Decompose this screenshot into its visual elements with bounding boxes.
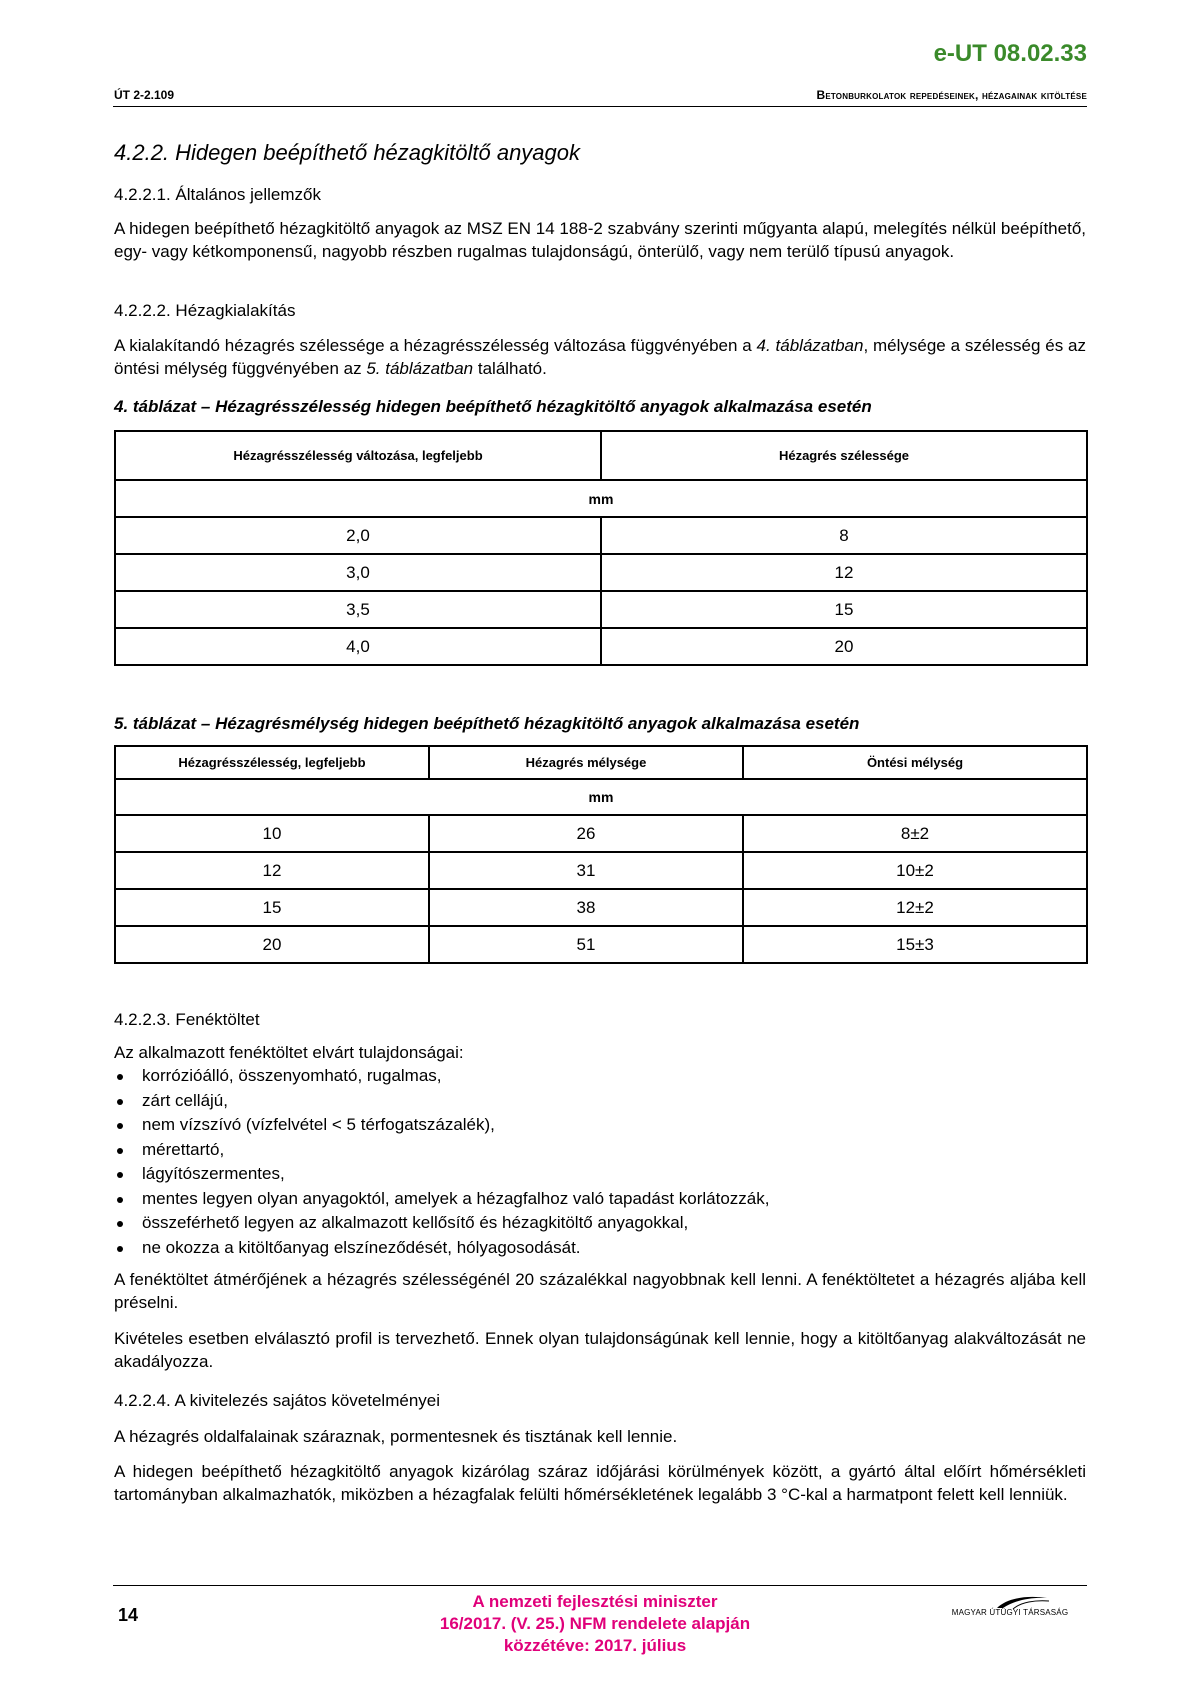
publisher-logo	[935, 1594, 1085, 1624]
list-item: korrózióálló, összenyomható, rugalmas,	[114, 1064, 1086, 1089]
footer-divider	[113, 1585, 1087, 1586]
header-divider	[113, 106, 1087, 107]
subsection-title-execution: 4.2.2.4. A kivitelezés sajátos követelményei	[114, 1391, 441, 1410]
table-cell: 12±2	[743, 889, 1087, 926]
table-cell: 15	[115, 889, 429, 926]
table-5	[114, 745, 1088, 964]
table-cell: 15±3	[743, 926, 1087, 963]
subsection-title-general: 4.2.2.1. Általános jellemzők	[114, 185, 321, 204]
table-cell: 10	[115, 815, 429, 852]
table-cell: 4,0	[115, 628, 601, 665]
table-row	[115, 628, 1087, 665]
backer-diameter-paragraph: A fenéktöltet átmérőjének a hézagrés szélességénél 20 százalékkal nagyobbnak kell lenni. A fenéktöltetet a hézagrés aljába kell préselni.	[114, 1270, 1086, 1312]
list-item: mentes legyen olyan anyagoktól, amelyek a hézagfalhoz való tapadást korlátozzák,	[114, 1187, 1086, 1212]
list-item: ne okozza a kitöltőanyag elszíneződését, hólyagosodását.	[114, 1236, 1086, 1261]
table-cell: 26	[429, 815, 743, 852]
general-properties-paragraph: A hidegen beépíthető hézagkitöltő anyagok az MSZ EN 14 188-2 szabvány szerinti műgyanta alapú, melegítés nélkül beépíthető, egy- vagy kétkomponensű, nagyobb részben rugalmas tulajdonságú, önterülő, vagy nem terülő típusú anyagok.	[114, 219, 1086, 261]
table-row	[115, 889, 1087, 926]
joint-forming-paragraph: A kialakítandó hézagrés szélessége a hézagrésszélesség változása függvényében a 4. táblázatban, mélysége a szélesség és az öntési mélység függvényében az 5. táblázatban található.	[114, 336, 1086, 378]
publisher-name: MAGYAR ÚTÜGYI TÁRSASÁG	[951, 1608, 1069, 1617]
page-number: 14	[118, 1605, 139, 1625]
table-cell: 12	[601, 554, 1087, 591]
table-4-caption: 4. táblázat – Hézagrésszélesség hidegen beépíthető hézagkitöltő anyagok alkalmazása esetén	[114, 397, 872, 416]
table-row	[115, 591, 1087, 628]
section-heading: 4.2.2. Hidegen beépíthető hézagkitöltő anyagok	[114, 140, 581, 165]
table-cell: 3,0	[115, 554, 601, 591]
table-row	[115, 852, 1087, 889]
running-header-title: Betonburkolatok repedéseinek, hézagainak kitöltése	[816, 88, 1087, 102]
publication-note: A nemzeti fejlesztési miniszter 16/2017. (V. 25.) NFM rendelete alapján közzétéve: 2017. július	[439, 1592, 751, 1655]
table-4-reference[interactable]: 4. táblázatban	[756, 336, 864, 355]
table-cell: 8	[601, 517, 1087, 554]
table-5-header-pour-depth: Öntési mélység	[743, 746, 1087, 779]
list-item: mérettartó,	[114, 1138, 1086, 1163]
list-item: lágyítószermentes,	[114, 1162, 1086, 1187]
table-cell: 2,0	[115, 517, 601, 554]
table-cell: 10±2	[743, 852, 1087, 889]
subsection-title-joint-forming: 4.2.2.2. Hézagkialakítás	[114, 301, 296, 320]
document-code: e-UT 08.02.33	[933, 40, 1087, 67]
list-item: összeférhető legyen az alkalmazott kellősítő és hézagkitöltő anyagokkal,	[114, 1211, 1086, 1236]
subsection-title-backer: 4.2.2.3. Fenéktöltet	[114, 1010, 260, 1029]
separator-profile-paragraph: Kivételes esetben elválasztó profil is tervezhető. Ennek olyan tulajdonságúnak kell lennie, hogy a kitöltőanyag alakváltozását ne akadályozza.	[114, 1329, 1086, 1371]
table-5-header-max-width: Hézagrésszélesség, legfeljebb	[115, 746, 429, 779]
table-5-header-depth: Hézagrés mélysége	[429, 746, 743, 779]
execution-paragraph-2: A hidegen beépíthető hézagkitöltő anyagok kizárólag száraz időjárási körülmények között, a gyártó által előírt hőmérsékleti tartományban alkalmazhatók, miközben a hézagfalak felülti hőmérsékletének legalább 3 °C-kal a harmatpont felett kell lenniük.	[114, 1462, 1086, 1504]
table-row	[115, 554, 1087, 591]
table-cell: 12	[115, 852, 429, 889]
table-row	[115, 815, 1087, 852]
table-5-unit-row: mm	[115, 779, 1087, 815]
backer-intro: Az alkalmazott fenéktöltet elvárt tulajdonságai:	[114, 1043, 464, 1062]
list-item: nem vízszívó (vízfelvétel < 5 térfogatszázalék),	[114, 1113, 1086, 1138]
table-cell: 8±2	[743, 815, 1087, 852]
table-4-header-joint-width: Hézagrés szélessége	[601, 431, 1087, 480]
table-cell: 31	[429, 852, 743, 889]
list-item: zárt cellájú,	[114, 1089, 1086, 1114]
table-4-unit-row: mm	[115, 480, 1087, 517]
table-cell: 15	[601, 591, 1087, 628]
table-row	[115, 517, 1087, 554]
backer-properties-list	[114, 1064, 1086, 1260]
table-5-reference[interactable]: 5. táblázatban	[366, 359, 474, 378]
table-cell: 38	[429, 889, 743, 926]
table-4-header-width-change: Hézagrésszélesség változása, legfeljebb	[115, 431, 601, 480]
table-row	[115, 926, 1087, 963]
table-cell: 20	[601, 628, 1087, 665]
table-cell: 20	[115, 926, 429, 963]
standard-code: ÚT 2-2.109	[114, 88, 175, 102]
table-4	[114, 430, 1088, 666]
table-cell: 51	[429, 926, 743, 963]
table-5-caption: 5. táblázat – Hézagrésmélység hidegen beépíthető hézagkitöltő anyagok alkalmazása esetén	[114, 714, 860, 733]
execution-paragraph-1: A hézagrés oldalfalainak száraznak, pormentesnek és tisztának kell lennie.	[114, 1427, 678, 1446]
table-cell: 3,5	[115, 591, 601, 628]
